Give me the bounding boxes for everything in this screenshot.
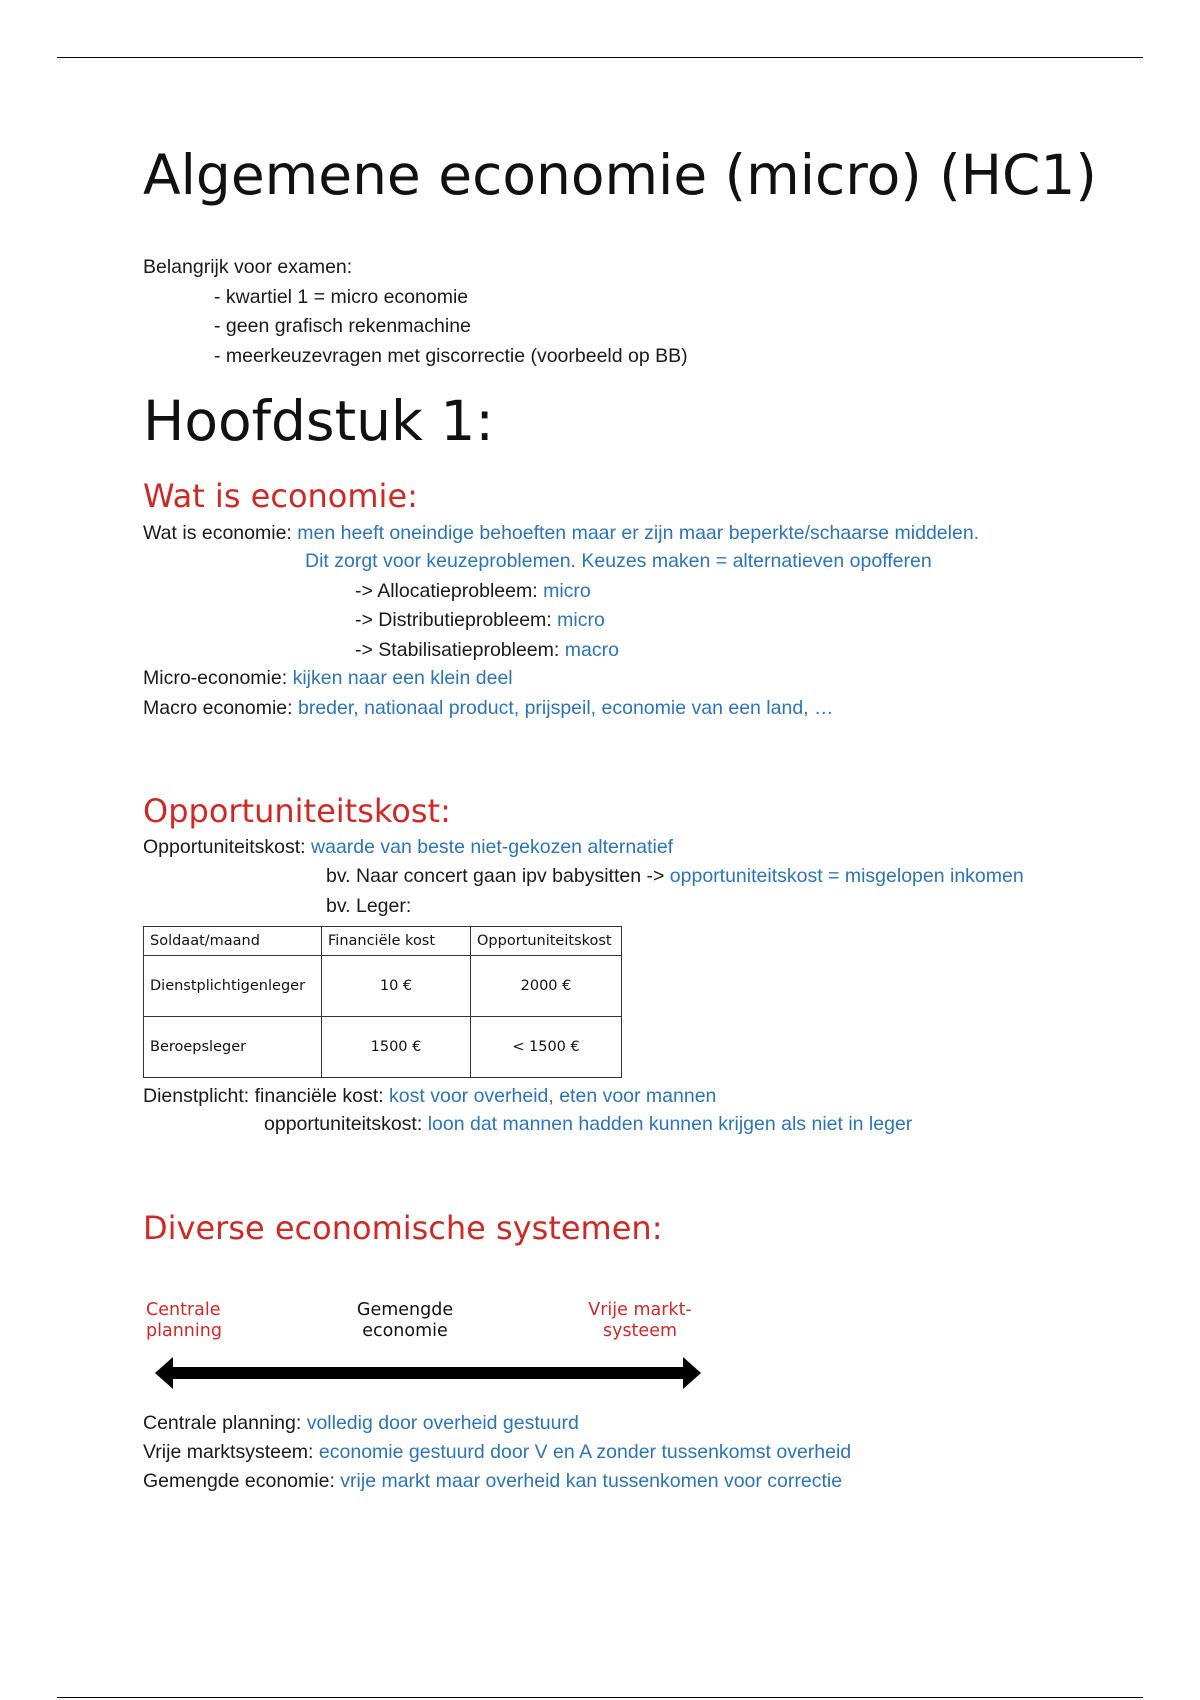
intro-label: Belangrijk voor examen: <box>143 256 353 278</box>
bottom-rule <box>57 1697 1143 1698</box>
section-heading-wat-is-economie: Wat is economie: <box>143 477 418 515</box>
example-label: bv. Naar concert gaan ipv babysitten -> <box>326 865 665 887</box>
spectrum-left-label <box>146 1300 222 1342</box>
intro-bullet: - meerkeuzevragen met giscorrectie (voorbeeld op BB) <box>214 345 688 367</box>
dienstplicht-opportunity-line <box>264 1112 912 1136</box>
double-arrow-icon <box>155 1355 701 1391</box>
table-header: Financiële kost <box>322 927 471 956</box>
spectrum-label-line: Vrije markt- <box>588 1300 692 1320</box>
example-text: opportuniteitskost = misgelopen inkomen <box>669 865 1024 887</box>
system-label: Centrale planning: <box>143 1412 302 1434</box>
definition-line <box>143 521 979 545</box>
spectrum-label-line: Gemengde <box>356 1300 454 1320</box>
definition-text: men heeft oneindige behoeften maar er zijn maar beperkte/schaarse middelen. <box>297 522 980 544</box>
table-row <box>144 1017 622 1078</box>
micro-label: Micro-economie: <box>143 667 288 689</box>
system-label: Vrije marktsysteem: <box>143 1441 314 1463</box>
chapter-heading: Hoofdstuk 1: <box>143 389 494 453</box>
problem-item <box>355 579 591 603</box>
problem-value: micro <box>543 580 591 602</box>
dienstplicht-line <box>143 1084 716 1108</box>
problem-label: -> Distributieprobleem: <box>355 609 552 631</box>
spectrum-label-line: planning <box>146 1321 222 1341</box>
dienstplicht-opp-label: opportuniteitskost: <box>264 1113 423 1135</box>
page-title: Algemene economie (micro) (HC1) <box>143 143 1097 207</box>
intro-bullet: - kwartiel 1 = micro economie <box>214 286 469 308</box>
problem-value: macro <box>564 639 619 661</box>
micro-text: kijken naar een klein deel <box>292 667 513 689</box>
system-text: volledig door overheid gestuurd <box>306 1412 579 1434</box>
macro-text: breder, nationaal product, prijspeil, economie van een land, … <box>298 697 834 719</box>
definition-continuation: Dit zorgt voor keuzeproblemen. Keuzes maken = alternatieven opofferen <box>305 550 932 572</box>
table-cell: Beroepsleger <box>144 1017 322 1078</box>
spectrum-right-label <box>580 1300 700 1342</box>
table-header-row <box>144 927 622 956</box>
table-header: Opportuniteitskost <box>471 927 622 956</box>
opportunity-label: Opportuniteitskost: <box>143 836 306 858</box>
problem-value: micro <box>557 609 605 631</box>
problem-label: -> Stabilisatieprobleem: <box>355 639 560 661</box>
definition-label: Wat is economie: <box>143 522 292 544</box>
micro-economie-line <box>143 666 513 690</box>
table-header: Soldaat/maand <box>144 927 322 956</box>
problem-label: -> Allocatieprobleem: <box>355 580 538 602</box>
table-cell: 2000 € <box>471 956 622 1017</box>
system-text: economie gestuurd door V en A zonder tussenkomst overheid <box>318 1441 852 1463</box>
spectrum-label-line: Centrale <box>146 1300 221 1320</box>
table-cell: < 1500 € <box>471 1017 622 1078</box>
system-text: vrije markt maar overheid kan tussenkomen voor correctie <box>340 1470 843 1492</box>
section-heading-systemen: Diverse economische systemen: <box>143 1209 663 1247</box>
dienstplicht-text: kost voor overheid, eten voor mannen <box>389 1085 717 1107</box>
spectrum-label-line: systeem <box>602 1321 678 1341</box>
system-item <box>143 1440 851 1464</box>
section-heading-opportuniteitskost: Opportuniteitskost: <box>143 792 451 830</box>
example-line <box>326 864 1024 888</box>
macro-label: Macro economie: <box>143 697 293 719</box>
dienstplicht-opp-text: loon dat mannen hadden kunnen krijgen als niet in leger <box>427 1113 913 1135</box>
intro-bullet: - geen grafisch rekenmachine <box>214 315 471 337</box>
opportunity-text: waarde van beste niet-gekozen alternatief <box>311 836 674 858</box>
example-label-leger: bv. Leger: <box>326 895 412 917</box>
system-item <box>143 1469 842 1493</box>
spectrum-label-line: economie <box>362 1321 448 1341</box>
spectrum-middle-label <box>355 1300 455 1342</box>
system-item <box>143 1411 579 1435</box>
cost-table <box>143 926 622 1078</box>
top-rule <box>57 57 1143 58</box>
problem-item <box>355 608 605 632</box>
table-cell: 10 € <box>322 956 471 1017</box>
table-cell: 1500 € <box>322 1017 471 1078</box>
problem-item <box>355 638 619 662</box>
table-cell: Dienstplichtigenleger <box>144 956 322 1017</box>
opportunity-definition-line <box>143 835 673 859</box>
macro-economie-line <box>143 696 834 720</box>
dienstplicht-label: Dienstplicht: financiële kost: <box>143 1085 384 1107</box>
system-label: Gemengde economie: <box>143 1470 335 1492</box>
table-row <box>144 956 622 1017</box>
